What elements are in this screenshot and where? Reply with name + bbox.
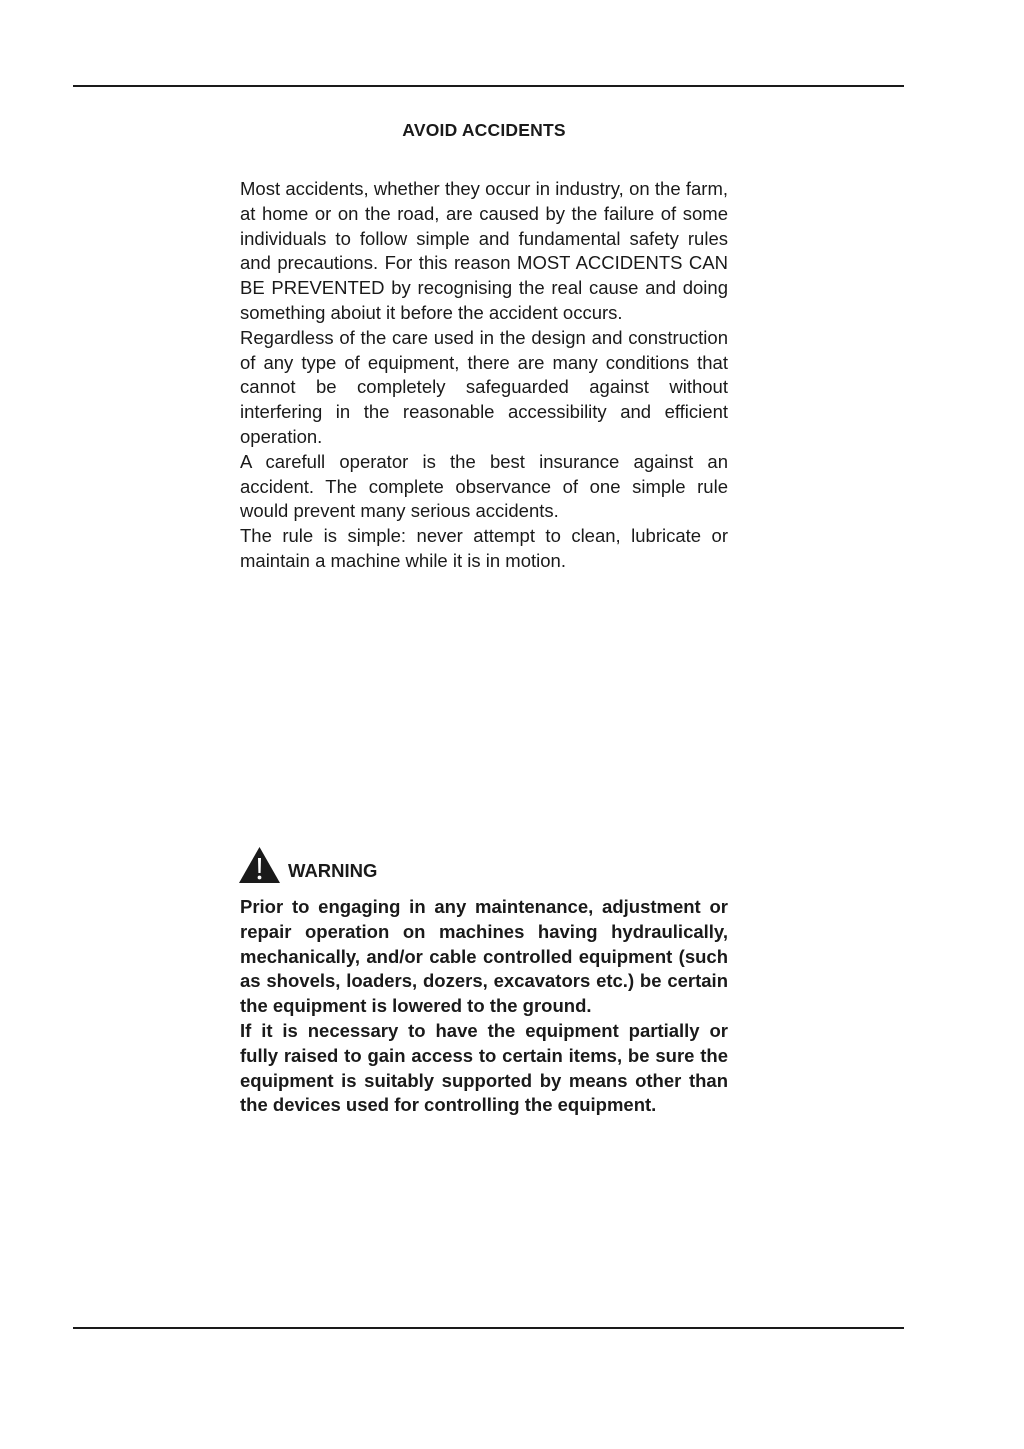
body-paragraph: A carefull operator is the best insurance against an accident. The complete observance of one simple rule would prevent many serious accidents. [240, 450, 728, 522]
body-paragraph: Most accidents, whether they occur in industry, on the farm, at home or on the road, are caused by the failure of some individuals to follow simple and fundamental safety rules and precautions. For this reason MOST ACCIDENTS CAN BE PREVENTED by recognising the real cause and doing something aboiut it before the accident occurs. [240, 178, 728, 323]
warning-heading [239, 845, 377, 883]
warning-section [240, 895, 728, 1118]
warning-paragraph: Prior to engaging in any maintenance, adjustment or repair operation on machines having hydraulically, mechanically, and/or cable controlled equipment (such as shovels, loaders, dozers, excavators etc.) be certain the equipment is lowered to the ground. [240, 896, 728, 1017]
body-section [240, 177, 728, 574]
warning-label: WARNING [288, 860, 378, 881]
page-title: AVOID ACCIDENTS [402, 120, 566, 140]
body-paragraph: Regardless of the care used in the design and construction of any type of equipment, there are many conditions that cannot be completely safeguarded against without interfering in the reasonable accessibility and efficient operation. [240, 326, 728, 447]
footer-rule [73, 1327, 904, 1329]
header-rule [73, 85, 904, 87]
body-paragraph: The rule is simple: never attempt to clean, lubricate or maintain a machine while it is in motion. [240, 525, 728, 571]
warning-triangle-icon [239, 847, 280, 883]
warning-paragraph: If it is necessary to have the equipment partially or fully raised to gain access to certain items, be sure the equipment is suitably supported by means other than the devices used for controlling the equipment. [240, 1019, 728, 1116]
